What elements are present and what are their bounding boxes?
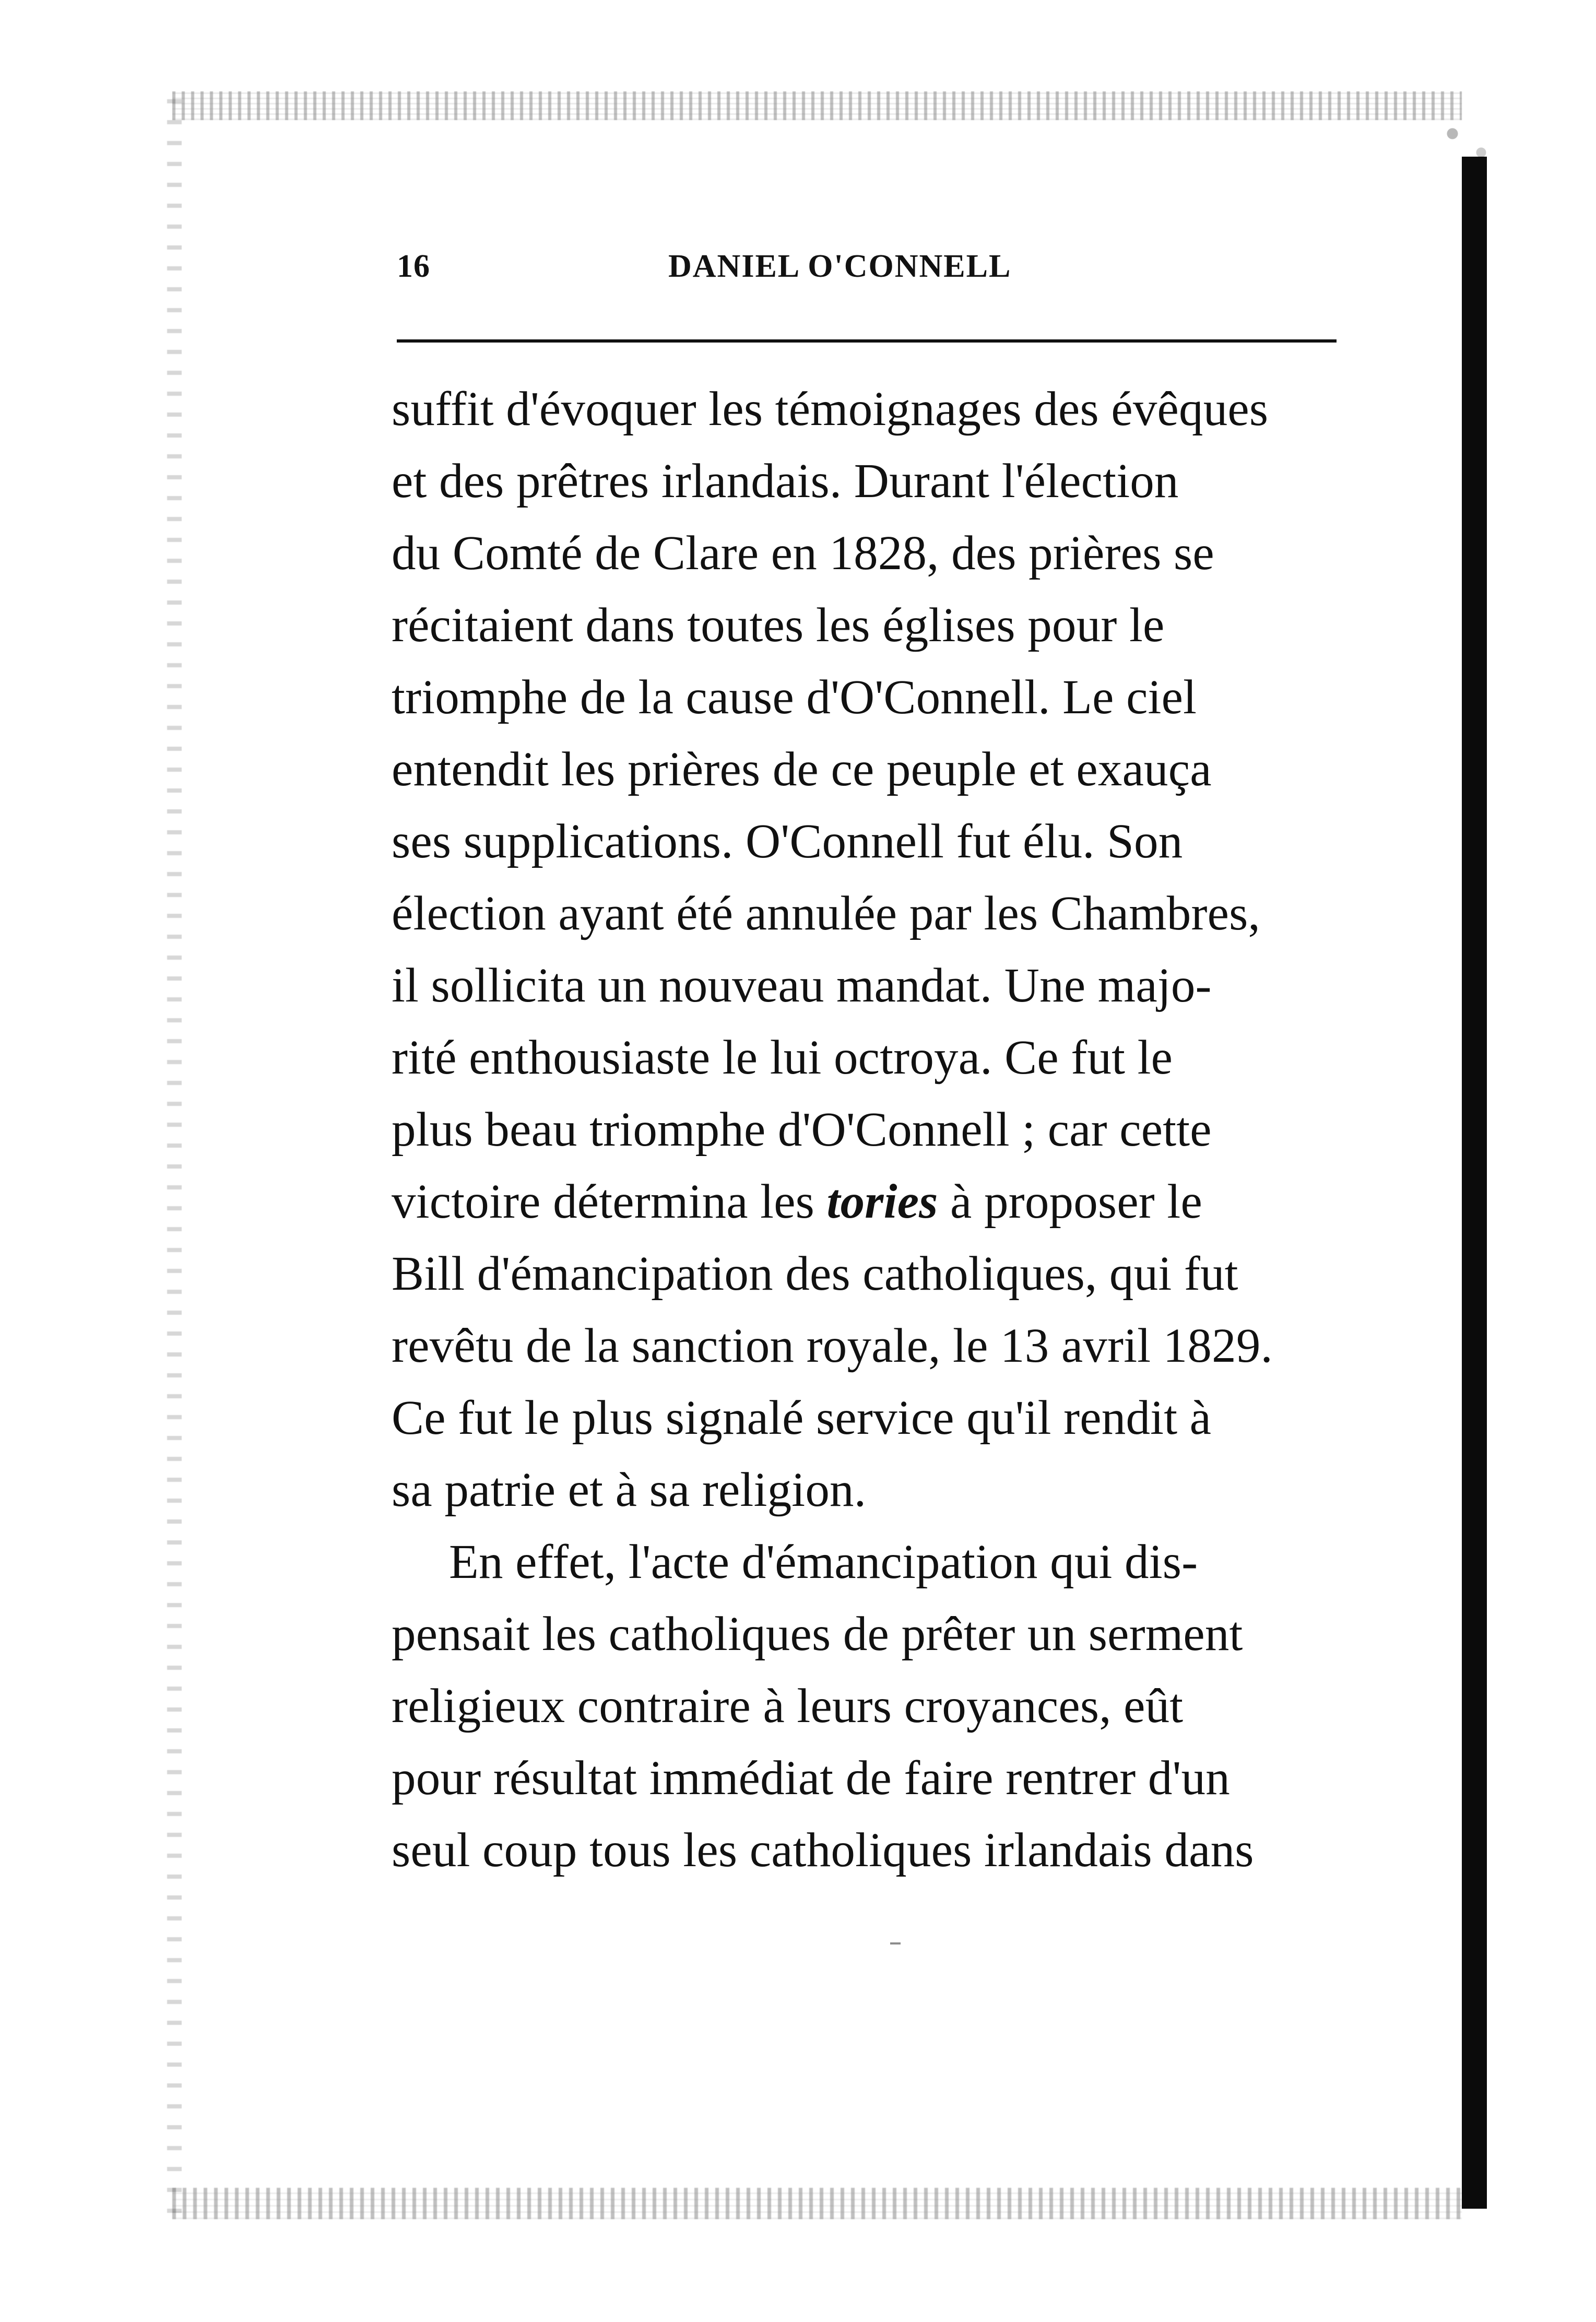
- paragraph-1-line-4: récitaient dans toutes les églises pour le: [392, 598, 1165, 652]
- paragraph-1-line-5: triomphe de la cause d'O'Connell. Le ciel: [392, 670, 1197, 724]
- paragraph-2-line-3: religieux contraire à leurs croyances, eût: [392, 1679, 1184, 1733]
- paragraph-2-line-2: pensait les catholiques de prêter un serment: [392, 1607, 1243, 1661]
- header-rule: [397, 339, 1337, 343]
- paragraph-2-line-5: seul coup tous les catholiques irlandais dans: [392, 1823, 1254, 1877]
- paragraph-1-line-12: [392, 1175, 1202, 1229]
- paragraph-2-line-4: pour résultat immédiat de faire rentrer d'un: [392, 1751, 1230, 1805]
- paragraph-1: [392, 373, 1331, 1526]
- paragraph-1-line-8: élection ayant été annulée par les Chambres,: [392, 887, 1260, 940]
- paragraph-2: [392, 1526, 1331, 1887]
- scan-right-edge-noise: [1441, 115, 1498, 178]
- paragraph-1-line-12-emphasis: tories: [826, 1175, 938, 1229]
- paragraph-1-line-6: entendit les prières de ce peuple et exauça: [392, 742, 1212, 796]
- paragraph-1-line-9: il sollicita un nouveau mandat. Une majo-: [392, 959, 1212, 1012]
- paragraph-1-line-7: ses supplications. O'Connell fut élu. Son: [392, 815, 1183, 868]
- scan-top-edge-noise: [172, 91, 1462, 120]
- scan-right-binding-shadow: [1462, 157, 1487, 2209]
- scan-left-edge-noise: [167, 99, 182, 2219]
- scan-bottom-edge-noise: [172, 2188, 1462, 2219]
- paragraph-1-line-2: et des prêtres irlandais. Durant l'élection: [392, 454, 1179, 508]
- paragraph-1-line-16: sa patrie et à sa religion.: [392, 1463, 867, 1517]
- paragraph-1-line-1: suffit d'évoquer les témoignages des évêques: [392, 382, 1269, 436]
- page-number: 16: [397, 249, 430, 284]
- bottom-dash-mark: [890, 1942, 901, 1944]
- running-head: [397, 248, 1337, 295]
- paragraph-1-line-12-before: victoire détermina les: [392, 1175, 827, 1229]
- paragraph-1-line-14: revêtu de la sanction royale, le 13 avril 1829.: [392, 1319, 1273, 1373]
- paragraph-1-line-10: rité enthousiaste le lui octroya. Ce fut le: [392, 1031, 1173, 1085]
- paragraph-2-line-1: En effet, l'acte d'émancipation qui dis-: [449, 1535, 1198, 1589]
- main-text: [392, 373, 1331, 1887]
- paragraph-1-line-12-after: à proposer le: [938, 1175, 1202, 1229]
- paragraph-1-line-15: Ce fut le plus signalé service qu'il rendit à: [392, 1391, 1212, 1445]
- header-title: DANIEL O'CONNELL: [668, 249, 1012, 284]
- paragraph-1-line-13: Bill d'émancipation des catholiques, qui fut: [392, 1247, 1238, 1301]
- paragraph-1-line-11: plus beau triomphe d'O'Connell ; car cette: [392, 1103, 1212, 1157]
- paragraph-1-line-3: du Comté de Clare en 1828, des prières se: [392, 526, 1214, 580]
